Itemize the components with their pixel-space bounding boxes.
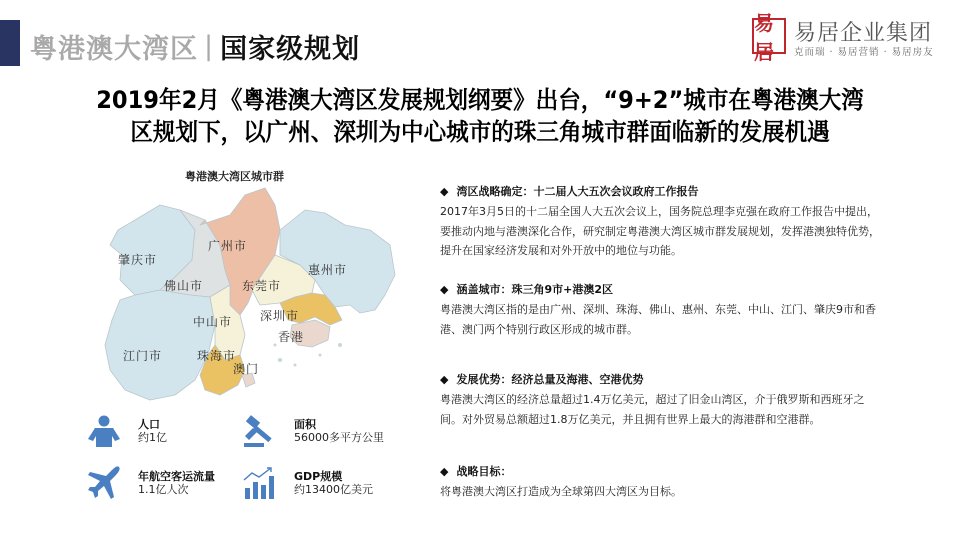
brand-slogan: 克而瑞 · 易居营销 · 易居房友 bbox=[794, 47, 934, 58]
section-heading bbox=[440, 282, 880, 298]
stat-label: GDP规模 bbox=[294, 470, 343, 483]
diamond-bullet-icon: ◆ bbox=[440, 185, 449, 198]
seal-text: 易居 bbox=[754, 11, 774, 64]
section-heading-text: 涵盖城市：珠三角9市+港澳2区 bbox=[456, 283, 613, 296]
headline-line-1: 2019年2月《粤港澳大湾区发展规划纲要》出台，“9+2”城市在粤港澳大湾 bbox=[96, 86, 864, 114]
stat-label: 年航空客运流量 bbox=[138, 470, 215, 483]
map-label-huizhou: 惠州市 bbox=[308, 263, 348, 277]
diamond-bullet-icon: ◆ bbox=[440, 283, 449, 296]
page-title-subtopic: 国家级规划 bbox=[220, 33, 361, 65]
stat-value: 约13400亿美元 bbox=[294, 483, 373, 496]
section-heading bbox=[440, 184, 880, 200]
map-label-macau: 澳门 bbox=[233, 362, 260, 376]
headline-line-2: 区规划下，以广州、深圳为中心城市的珠三角城市群面临新的发展机遇 bbox=[130, 118, 830, 146]
seal-icon bbox=[752, 11, 786, 64]
map-label-guangzhou: 广州市 bbox=[208, 239, 248, 253]
stat-label: 面积 bbox=[294, 418, 316, 431]
map-label-dongguan: 东莞市 bbox=[242, 279, 282, 293]
brand-name: 易居企业集团 bbox=[794, 21, 933, 46]
stat-label: 人口 bbox=[138, 418, 160, 431]
page-title bbox=[30, 26, 360, 66]
section-strategic-goal bbox=[440, 464, 880, 502]
airplane-icon bbox=[84, 465, 124, 501]
map-label-zhongshan: 中山市 bbox=[193, 315, 233, 329]
section-heading bbox=[440, 464, 880, 480]
company-logo bbox=[752, 11, 952, 64]
map-label-foshan: 佛山市 bbox=[164, 279, 204, 293]
map-label-zhuhai: 珠海市 bbox=[197, 349, 237, 363]
section-heading-text: 湾区战略确定：十二届人大五次会议政府工作报告 bbox=[456, 185, 699, 198]
section-body: 将粤港澳大湾区打造成为全球第四大湾区为目标。 bbox=[440, 485, 682, 498]
map-label-shenzhen: 深圳市 bbox=[260, 309, 300, 323]
page-title-separator: | bbox=[204, 30, 215, 62]
map-label-jiangmen: 江门市 bbox=[123, 349, 163, 363]
section-development-advantages bbox=[440, 372, 880, 429]
gavel-icon bbox=[240, 413, 280, 449]
stat-value: 1.1亿人次 bbox=[138, 483, 189, 496]
stat-gdp bbox=[240, 465, 373, 501]
stat-value: 56000多平方公里 bbox=[294, 431, 384, 444]
person-icon bbox=[84, 413, 124, 449]
header-accent-bar bbox=[0, 20, 20, 66]
bar-chart-icon bbox=[240, 465, 280, 501]
stat-area bbox=[240, 413, 384, 449]
stat-population bbox=[84, 413, 167, 449]
stat-air-traffic bbox=[84, 465, 215, 501]
diamond-bullet-icon: ◆ bbox=[440, 465, 449, 478]
section-body: 粤港澳大湾区指的是由广州、深圳、珠海、佛山、惠州、东莞、中山、江门、肇庆9市和香港、澳门两个特别行政区形成的城市群。 bbox=[440, 303, 876, 336]
diamond-bullet-icon: ◆ bbox=[440, 373, 449, 386]
section-covered-cities bbox=[440, 282, 880, 339]
map-title: 粤港澳大湾区城市群 bbox=[185, 170, 284, 183]
bay-area-map bbox=[80, 185, 410, 410]
key-stats bbox=[80, 405, 410, 515]
page-title-topic: 粤港澳大湾区 bbox=[30, 33, 198, 65]
headline bbox=[29, 84, 931, 148]
section-heading-text: 发展优势：经济总量及海港、空港优势 bbox=[456, 373, 644, 386]
stat-value: 约1亿 bbox=[138, 431, 167, 444]
section-heading bbox=[440, 372, 880, 388]
map-label-hongkong: 香港 bbox=[278, 330, 305, 344]
section-body: 2017年3月5日的十二届全国人大五次会议上，国务院总理李克强在政府工作报告中提出，要推动内地与港澳深化合作，研究制定粤港澳大湾区城市群发展规划，发挥港澳独特优势，提升在国家经济发展和对外开放中的地位与功能。 bbox=[440, 205, 880, 257]
section-heading-text: 战略目标： bbox=[456, 465, 512, 478]
section-body: 粤港澳大湾区的经济总量超过1.4万亿美元，超过了旧金山湾区，介于俄罗斯和西班牙之间。对外贸易总额超过1.8万亿美元，并且拥有世界上最大的海港群和空港群。 bbox=[440, 393, 865, 426]
section-strategy-confirmed bbox=[440, 184, 880, 261]
map-label-zhaoqing: 肇庆市 bbox=[118, 253, 158, 267]
